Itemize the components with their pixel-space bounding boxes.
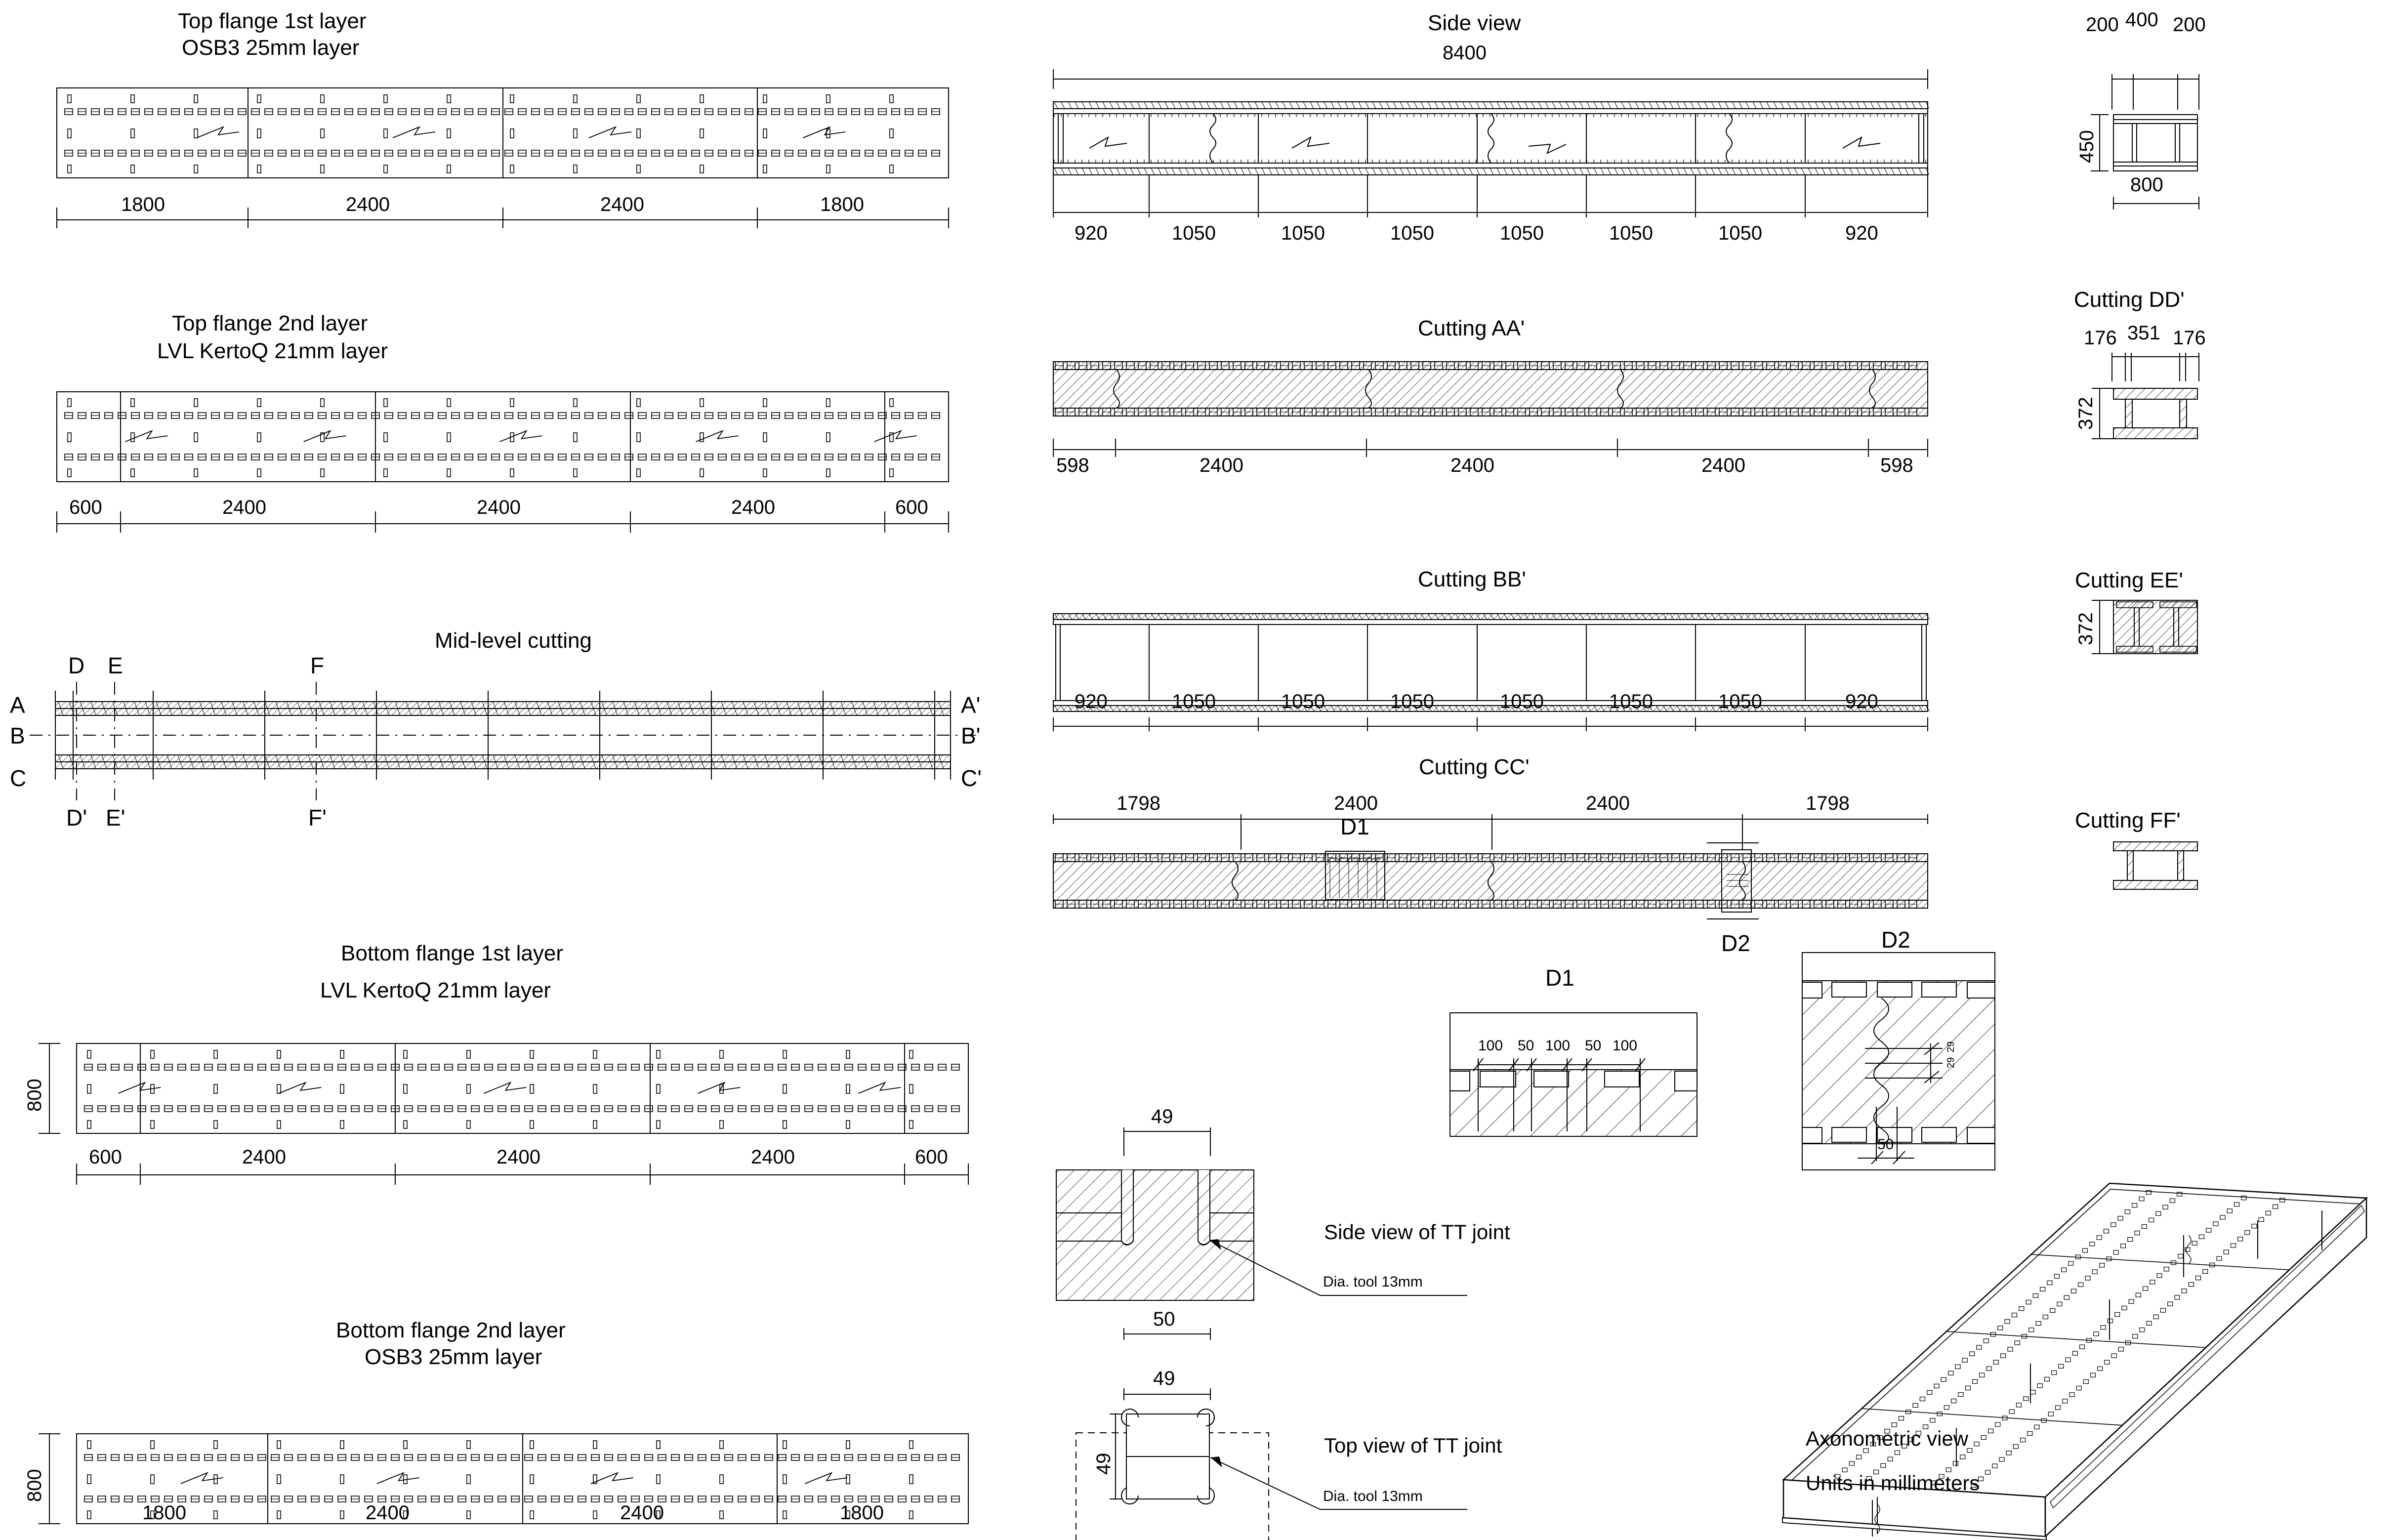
tt-top-annotation: Dia. tool 13mm <box>1323 1488 1423 1504</box>
bottom-flange-1-fastener-pattern <box>84 1050 959 1128</box>
bottom-flange-1-title-line2: LVL KertoQ 21mm layer <box>320 978 551 1002</box>
section-mark-e: E <box>108 653 123 678</box>
sv-dim-2: 1050 <box>1172 222 1216 244</box>
cutting-cc-top-nails <box>1055 854 1917 862</box>
bb-dim-8: 920 <box>1845 691 1878 712</box>
bottom-flange-1-title-line1: Bottom flange 1st layer <box>341 941 564 965</box>
tt-side-bottom-dim: 50 <box>1153 1308 1175 1330</box>
d2-dim-2: 29 <box>1945 1041 1956 1052</box>
tf1-dim-4: 1800 <box>820 194 864 215</box>
sv-dim-8: 920 <box>1845 222 1878 244</box>
cc-dim-3: 2400 <box>1586 792 1630 814</box>
sv-dim-1: 920 <box>1075 222 1108 244</box>
dd-dim-left: 176 <box>2084 327 2117 349</box>
tf2-dim-1: 600 <box>69 497 102 518</box>
section-mark-f-prime: F' <box>308 805 327 831</box>
tf2-dim-3: 2400 <box>477 497 521 518</box>
top-flange-2-title-line1: Top flange 2nd layer <box>172 311 368 335</box>
tf1-dim-3: 2400 <box>600 194 644 215</box>
bf2-dim-1: 1800 <box>142 1502 186 1524</box>
cs-width-dim: 800 <box>2130 174 2163 196</box>
bf1-dim-5: 600 <box>915 1146 948 1168</box>
cutting-dd-title: Cutting DD' <box>2074 288 2185 312</box>
bottom-flange-2-title-line2: OSB3 25mm layer <box>365 1345 542 1369</box>
cc-d1-mini-dims <box>1327 857 1381 898</box>
d2-dim-1: 29 <box>1945 1057 1956 1068</box>
cc-dim-2: 2400 <box>1334 792 1378 814</box>
cc-callout-d1: D1 <box>1340 814 1369 839</box>
d2-dim-3: 50 <box>1877 1136 1894 1153</box>
bb-dim-3: 1050 <box>1281 691 1325 712</box>
aa-dim-5: 598 <box>1880 455 1913 476</box>
tt-side-top-dim: 49 <box>1151 1106 1173 1127</box>
units-note: Units in millimeters <box>1806 1471 1980 1495</box>
cs-dim-left: 200 <box>2086 14 2119 36</box>
detail-d2-label: D2 <box>1881 927 1910 953</box>
top-flange-2-title-line2: LVL KertoQ 21mm layer <box>157 339 388 363</box>
sv-dim-6: 1050 <box>1609 222 1653 244</box>
side-view-total-dim: 8400 <box>1443 42 1487 64</box>
bf2-dim-3: 2400 <box>620 1502 664 1524</box>
side-view-flange-hatch <box>1054 102 1929 175</box>
cc-dim-1: 1798 <box>1117 792 1160 814</box>
tt-top-label: Top view of TT joint <box>1324 1434 1502 1457</box>
cs-dim-mid: 400 <box>2125 9 2158 31</box>
mid-level-flange-ticks <box>58 702 944 769</box>
mid-level-title: Mid-level cutting <box>435 628 592 653</box>
cutting-aa-title: Cutting AA' <box>1418 316 1525 340</box>
top-flange-2-fastener-pattern <box>65 399 940 477</box>
ee-height-dim: 372 <box>2075 612 2097 645</box>
section-mark-b-prime: B' <box>961 723 981 749</box>
cutting-ff-title: Cutting FF' <box>2075 808 2181 832</box>
cutting-cc-bottom-nails <box>1055 900 1917 908</box>
bf2-dim-2: 2400 <box>366 1502 410 1524</box>
dd-height-dim: 372 <box>2075 397 2097 430</box>
tf1-dim-1: 1800 <box>121 194 165 215</box>
aa-dim-4: 2400 <box>1701 455 1745 476</box>
cutting-bb-title: Cutting BB' <box>1418 567 1526 591</box>
cc-dim-4: 1798 <box>1806 792 1850 814</box>
top-flange-1-fastener-pattern <box>65 95 940 173</box>
section-mark-b: B <box>10 723 25 749</box>
d1-dim-3: 100 <box>1545 1038 1571 1054</box>
bf2-dim-4: 1800 <box>840 1502 884 1524</box>
section-mark-f: F <box>310 653 325 678</box>
cutting-ee-title: Cutting EE' <box>2075 568 2183 592</box>
section-mark-c: C <box>10 765 27 791</box>
d1-dim-2: 50 <box>1518 1038 1534 1054</box>
sv-dim-3: 1050 <box>1281 222 1325 244</box>
dd-dim-right: 176 <box>2173 327 2206 349</box>
cutting-cc-title: Cutting CC' <box>1419 755 1530 779</box>
cs-dim-right: 200 <box>2173 14 2206 36</box>
aa-dim-2: 2400 <box>1200 455 1243 476</box>
bf2-width-dim: 800 <box>24 1469 45 1502</box>
top-flange-1-title-line1: Top flange 1st layer <box>178 9 367 33</box>
bb-dim-4: 1050 <box>1390 691 1434 712</box>
cc-d2-mini-dims <box>1727 874 1749 904</box>
cutting-aa-bottom-nails <box>1055 408 1917 416</box>
sv-dim-4: 1050 <box>1390 222 1434 244</box>
tf2-dim-4: 2400 <box>731 497 775 518</box>
tt-side-annotation: Dia. tool 13mm <box>1323 1274 1423 1290</box>
tf2-dim-5: 600 <box>895 497 928 518</box>
bb-dim-7: 1050 <box>1718 691 1762 712</box>
bb-dim-5: 1050 <box>1500 691 1544 712</box>
cc-callout-d2: D2 <box>1721 930 1750 956</box>
d1-dim-5: 100 <box>1613 1038 1638 1054</box>
bb-dim-1: 920 <box>1075 691 1108 712</box>
side-view-title: Side view <box>1428 11 1521 35</box>
section-mark-a: A <box>10 692 25 718</box>
aa-dim-3: 2400 <box>1450 455 1494 476</box>
section-mark-a-prime: A' <box>961 692 981 718</box>
cutting-aa-top-nails <box>1055 362 1917 370</box>
tt-side-label: Side view of TT joint <box>1324 1220 1510 1244</box>
bf1-dim-4: 2400 <box>751 1146 795 1168</box>
cs-height-dim: 450 <box>2076 130 2098 163</box>
dd-dim-mid: 351 <box>2127 322 2160 344</box>
tf1-dim-2: 2400 <box>346 194 390 215</box>
tt-top-side-dim: 49 <box>1093 1453 1115 1475</box>
section-mark-d-prime: D' <box>66 805 87 831</box>
section-mark-c-prime: C' <box>961 765 982 791</box>
bottom-flange-2-fastener-pattern <box>84 1441 959 1519</box>
bottom-flange-2-title-line1: Bottom flange 2nd layer <box>336 1318 566 1342</box>
bf1-dim-1: 600 <box>89 1146 122 1168</box>
tt-top-top-dim: 49 <box>1153 1368 1175 1389</box>
sv-dim-5: 1050 <box>1500 222 1544 244</box>
section-mark-e-prime: E' <box>106 805 125 831</box>
top-flange-1-title-line2: OSB3 25mm layer <box>182 36 360 60</box>
section-mark-d: D <box>68 653 85 678</box>
d1-dim-1: 100 <box>1478 1038 1503 1054</box>
bb-dim-6: 1050 <box>1609 691 1653 712</box>
tf2-dim-2: 2400 <box>222 497 266 518</box>
sv-dim-7: 1050 <box>1718 222 1762 244</box>
bf1-dim-3: 2400 <box>497 1146 540 1168</box>
axonometric-label: Axonometric view <box>1806 1427 1969 1450</box>
bb-dim-2: 1050 <box>1172 691 1216 712</box>
detail-d1-label: D1 <box>1545 965 1574 991</box>
d1-dim-4: 50 <box>1585 1038 1602 1054</box>
aa-dim-1: 598 <box>1056 455 1089 476</box>
bf1-width-dim: 800 <box>24 1079 45 1112</box>
bf1-dim-2: 2400 <box>242 1146 286 1168</box>
